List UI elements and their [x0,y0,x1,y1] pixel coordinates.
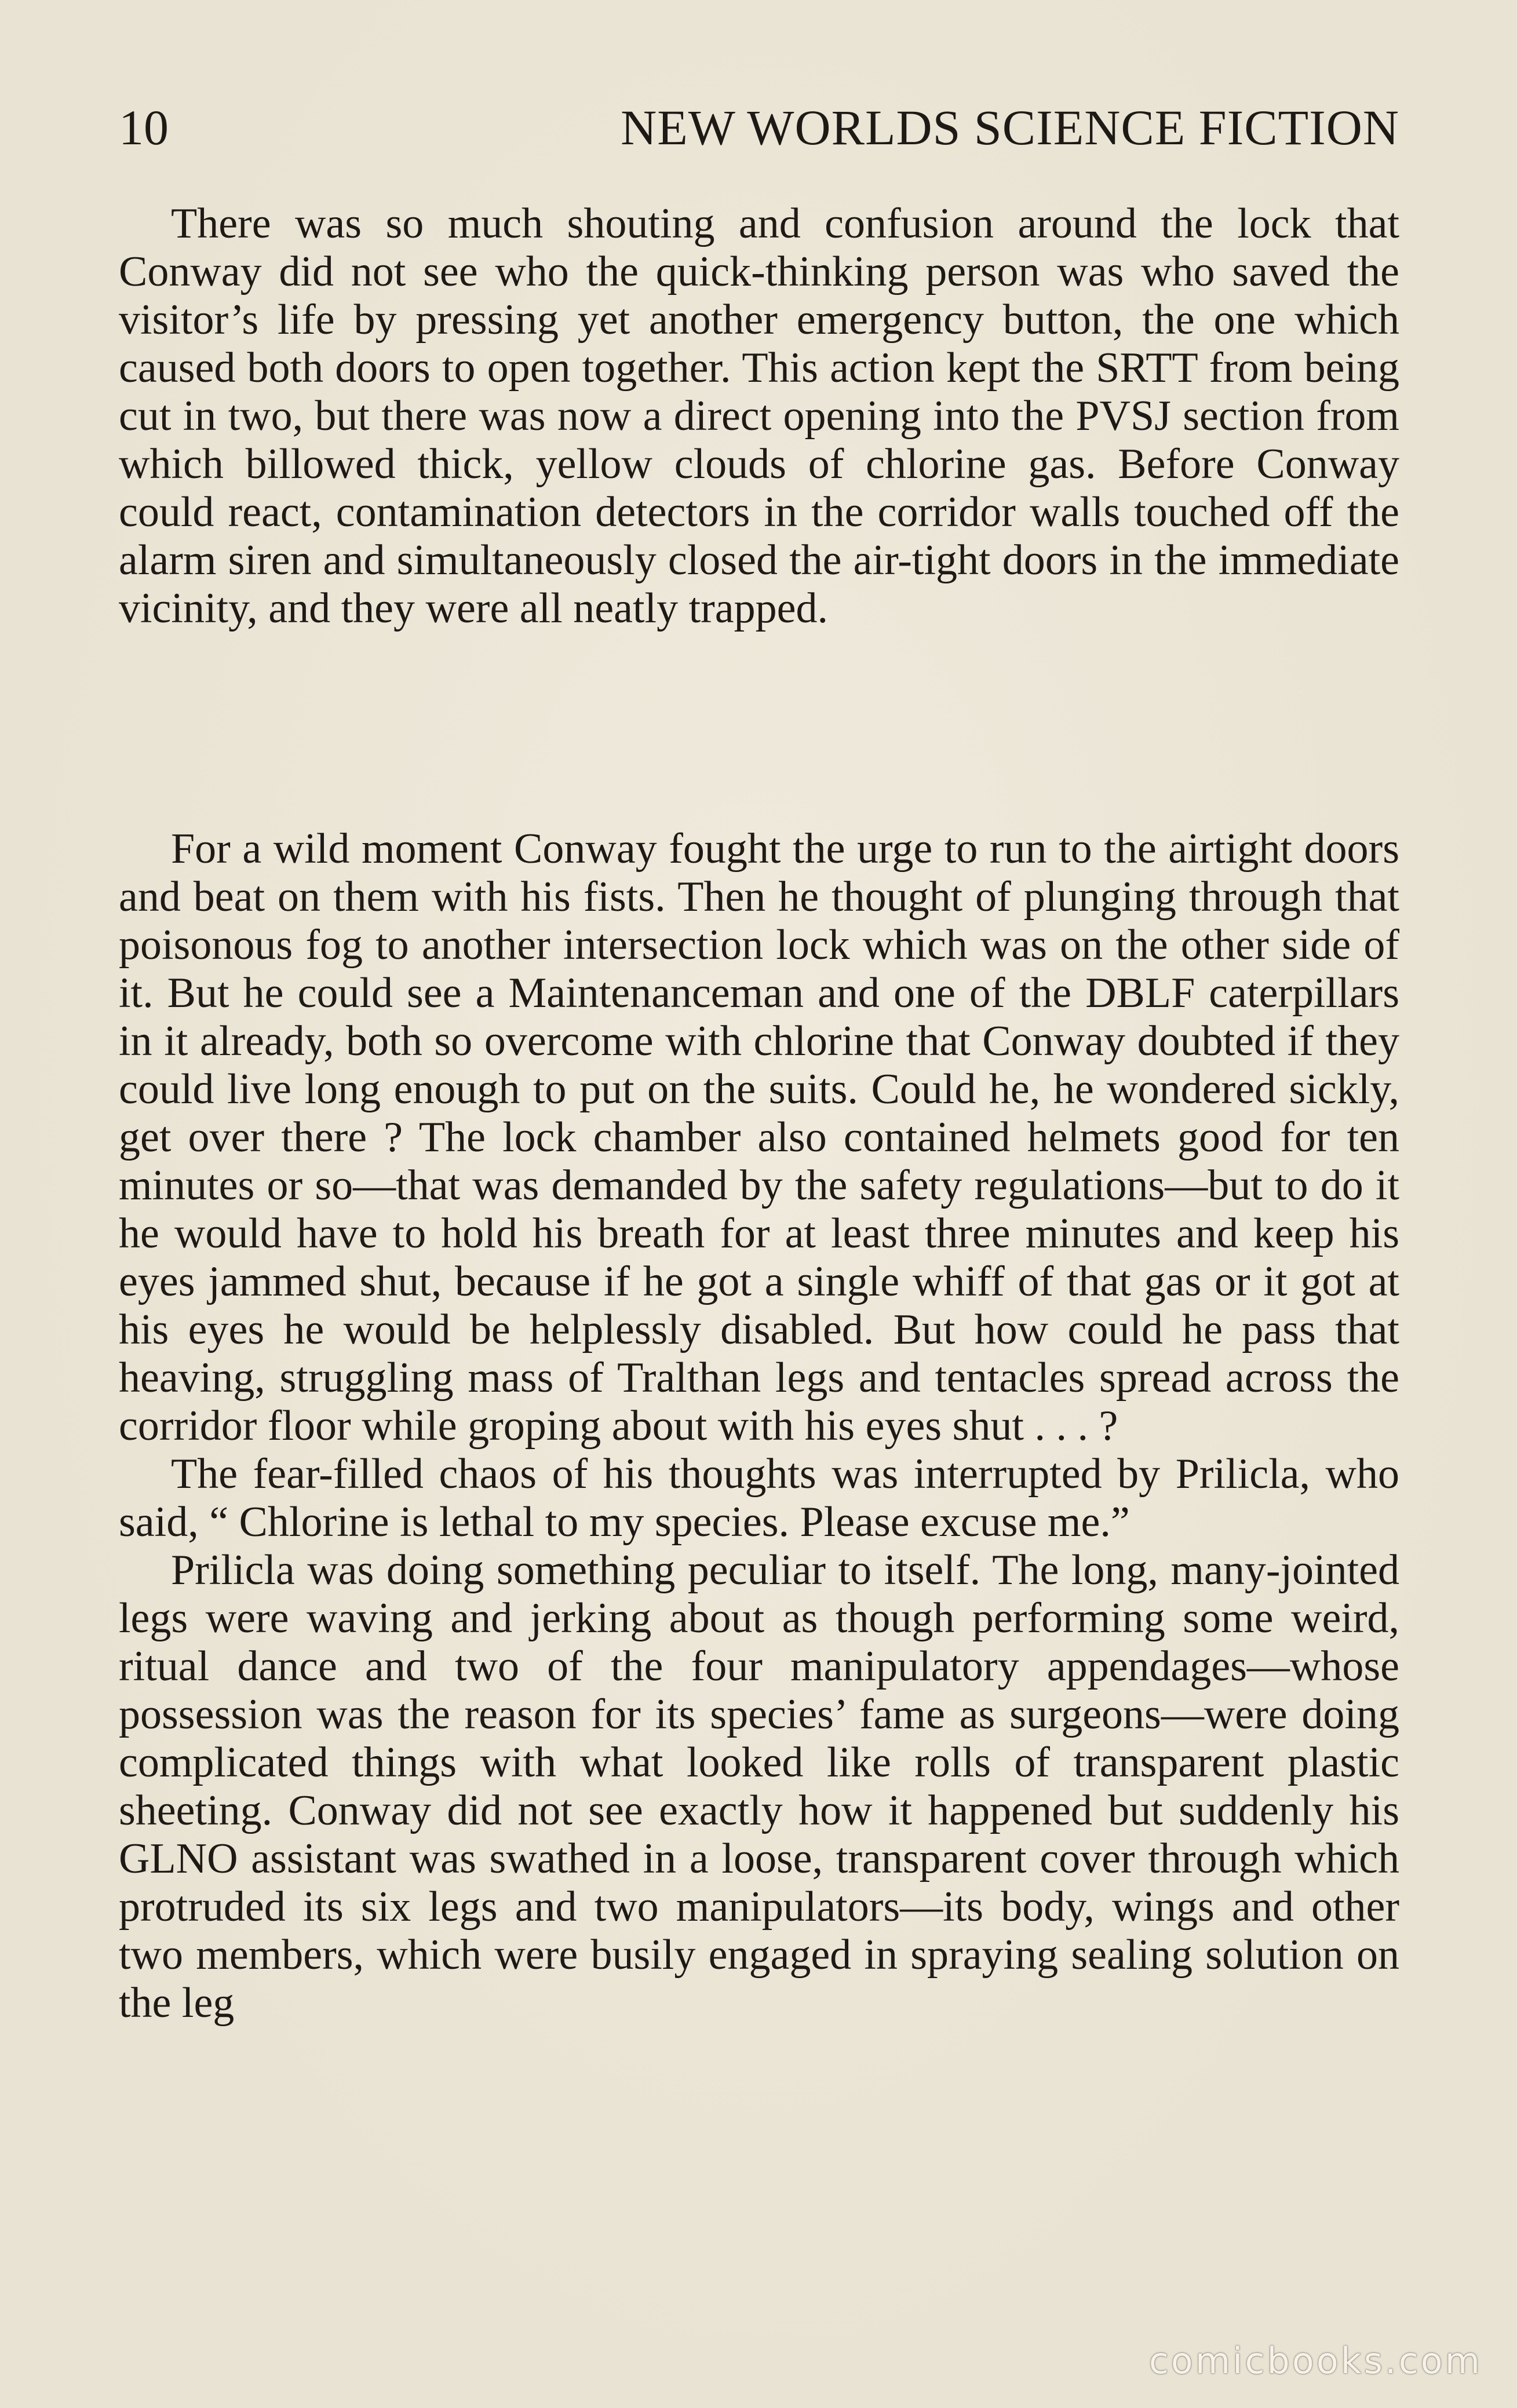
running-head: NEW WORLDS SCIENCE FICTION [621,100,1399,155]
paragraph: For a wild moment Conway fought the urge to run to the airtight doors and beat on them with his fists. Then he thought of plunging through that poisonous fog to another intersection lock which was on the other side of it. But he could see a Maintenanceman and one of the DBLF caterpillars in it already, both so overcome with chlorine that Conway doubted if they could live long enough to put on the suits. Could he, he wondered sickly, get over there ? The lock chamber also contained helmets good for ten minutes or so—that was demanded by the safety regulations—but to do it he would have to hold his breath for at least three minutes and keep his eyes jammed shut, because if he got a single whiff of that gas or it got at his eyes he would be helplessly disabled. But how could he pass that heaving, struggling mass of Tralthan legs and tentacles spread across the corridor floor while groping about with his eyes shut . . . ? [119,825,1399,1450]
page-number: 10 [119,100,169,155]
page-header [119,93,1399,162]
paragraph: The fear-filled chaos of his thoughts was interrupted by Prilicla, who said, “ Chlorine is lethal to my species. Please excuse me.” [119,1450,1399,1546]
text-block-top [119,200,1399,633]
paragraph: Prilicla was doing something peculiar to itself. The long, many-jointed legs were waving and jerking about as though performing some weird, ritual dance and two of the four manipulatory appendages—whose possession was the reason for its species’ fame as surgeons—were doing complicated things with what looked like rolls of transparent plastic sheeting. Conway did not see exactly how it happened but suddenly his GLNO assistant was swathed in a loose, transparent cover through which protruded its six legs and two manipulators—its body, wings and other two members, which were busily engaged in spraying sealing solution on the leg [119,1546,1399,2027]
paragraph: There was so much shouting and confusion around the lock that Conway did not see who the quick-thinking person was who saved the visitor’s life by pressing yet another emergency button, the one which caused both doors to open together. This action kept the SRTT from being cut in two, but there was now a direct opening into the PVSJ section from which billowed thick, yellow clouds of chlorine gas. Before Conway could react, contamination detectors in the corridor walls touched off the alarm siren and simultaneously closed the air-tight doors in the immediate vicinity, and they were all neatly trapped. [119,200,1399,632]
text-block-bottom [119,825,1399,2027]
watermark: comicbooks.com [1148,2340,1482,2382]
